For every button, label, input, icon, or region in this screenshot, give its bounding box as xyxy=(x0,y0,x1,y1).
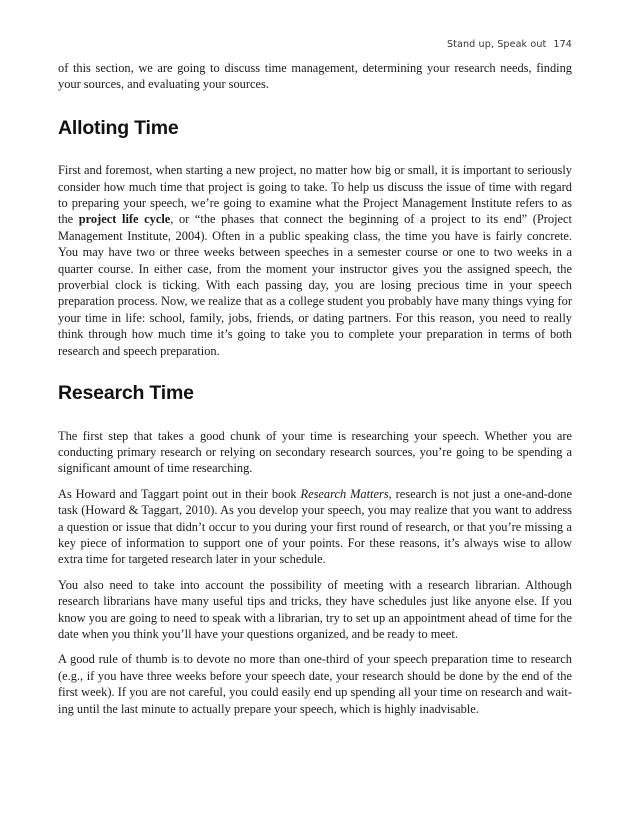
alloting-paragraph-end: , or “the phases that connect the beginning of a project to its end” (Project Management Institute, 2004). Often in a public speaking class, the time you have is fairly concrete. You may have two or three weeks between speeches in a semester course or one to two weeks in a quarter course. In either case, from the moment your instructor gives you the assigned speech, the proverbial clock is ticking. With each passing day, you are losing precious time in your speech preparation process. Now, we realize that as a college student you probably have many things vying for your time in life: school, family, jobs, friends, or dating partners. For this reason, you need to really think through how much time it’s going to take you to complete your preparation in terms of both research and speech preparation. xyxy=(58,212,572,358)
alloting-paragraph xyxy=(58,162,572,359)
page-number: 174 xyxy=(553,39,572,50)
running-header xyxy=(447,39,572,50)
research-paragraph-4: A good rule of thumb is to devote no more than one-third of your speech preparation time to research (e.g., if you have three weeks before your speech date, your research should be done by the end of the first week). If you are not careful, you could easily end up spending all your time on research and waiting until the last minute to actually prepare your speech, which is highly inadvisable. xyxy=(58,652,572,716)
research-paragraph-2-end: , research is not just a one-and-done task (Howard & Taggart, 2010). As you develop your speech, you may realize that you want to address a question or issue that didn’t occur to you during your first round of research, or that you’re missing a key piece of information to support one of your points. For these reasons, it’s always wise to allow extra time for targeted research later in your schedule. xyxy=(58,486,572,567)
research-paragraph-2 xyxy=(58,486,572,568)
research-paragraph-1: The first step that takes a good chunk of your time is researching your speech. Whether you are conducting primary research or relying on secondary research sources, you’re going to be spending a significant amount of time researching. xyxy=(58,428,572,476)
page-body xyxy=(58,60,572,726)
research-paragraph-3: You also need to take into account the possibility of meeting with a research librarian. Although research librarians have many useful tips and tricks, they have schedules just like anyone else. If you know you are going to need to speak with a librarian, try to set up an appointment ahead of time for the date when you think you’ll have your questions organized, and be ready to meet. xyxy=(58,577,572,641)
research-paragraph-2-start: As Howard and Taggart point out in their book xyxy=(58,486,301,501)
section-heading-alloting-time: Alloting Time xyxy=(58,116,179,139)
book-title-research-matters: Research Matters xyxy=(300,486,389,501)
book-title: Stand up, Speak out xyxy=(446,39,547,50)
intro-paragraph: of this section, we are going to discuss time management, determining your research needs, finding your sources, and evaluating your sources. xyxy=(58,61,572,92)
key-term-project-life-cycle: project life cycle xyxy=(78,212,171,227)
section-heading-research-time: Research Time xyxy=(58,382,194,405)
alloting-paragraph-start: First and foremost, when starting a new project, no matter how big or small, it is important to seriously consider how much time that project is going to take. To help us discuss the issue of time with regard to preparing your speech, we’re going to examine what the Project Management Institute refers to as the xyxy=(58,163,572,227)
